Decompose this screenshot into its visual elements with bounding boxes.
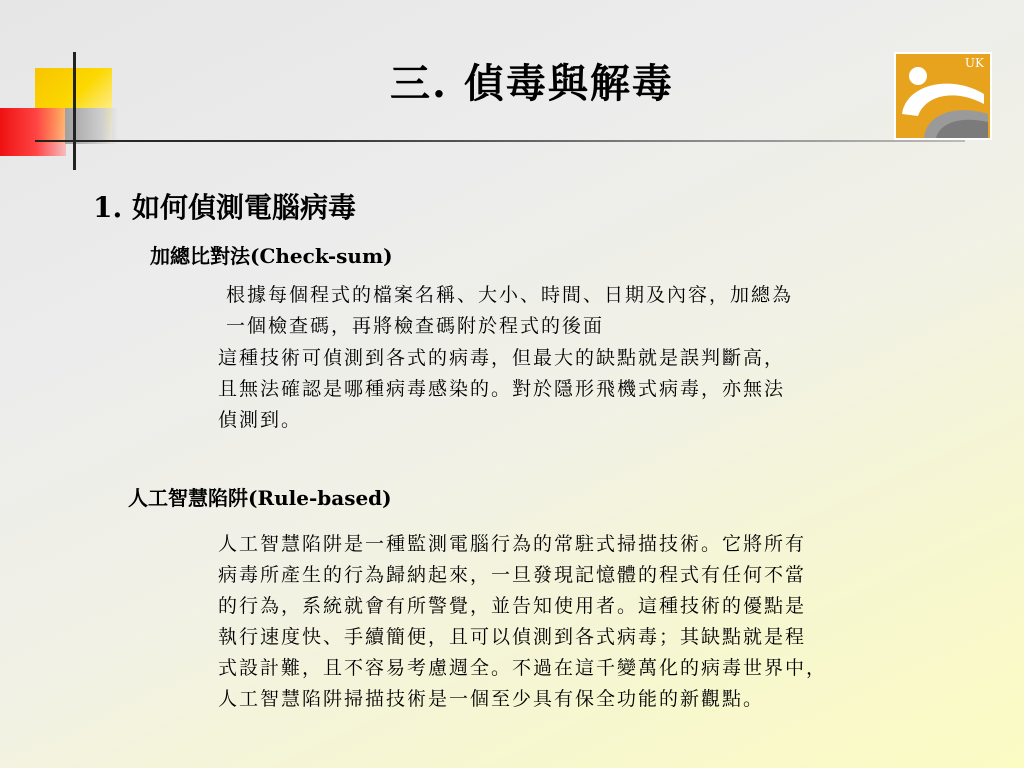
text-line: 執行速度快、手續簡便，且可以偵測到各式病毒；其缺點就是程	[218, 626, 807, 648]
text-line: 式設計難，且不容易考慮週全。不過在這千變萬化的病毒世界中，	[218, 657, 828, 679]
decor-vertical-line	[73, 52, 76, 170]
text-line: 一個檢查碼，再將檢查碼附於程式的後面	[226, 315, 605, 337]
section-heading: 1. 如何偵測電腦病毒	[93, 191, 356, 224]
method1-paragraph-1	[226, 280, 793, 342]
text-line: 且無法確認是哪種病毒感染的。對於隱形飛機式病毒，亦無法	[218, 378, 786, 400]
slide-title: 三. 偵毒與解毒	[390, 60, 674, 107]
method1-paragraph-2	[218, 343, 785, 436]
text-line: 的行為，系統就會有所警覺，並告知使用者。這種技術的優點是	[218, 595, 807, 617]
text-line: 偵測到。	[218, 409, 303, 431]
method2-paragraph	[218, 529, 827, 715]
text-line: 人工智慧陷阱是一種監測電腦行為的常駐式掃描技術。它將所有	[218, 533, 807, 555]
decor-red-block	[0, 108, 66, 156]
logo-text: UK	[964, 56, 984, 70]
method1-heading: 加總比對法(Check-sum)	[150, 244, 393, 268]
method2-heading: 人工智慧陷阱(Rule-based)	[128, 486, 392, 510]
text-line: 病毒所產生的行為歸納起來，一旦發現記憶體的程式有任何不當	[218, 564, 807, 586]
text-line: 根據每個程式的檔案名稱、大小、時間、日期及內容，加總為	[226, 284, 794, 306]
title-divider-line	[35, 140, 965, 142]
text-line: 人工智慧陷阱掃描技術是一個至少具有保全功能的新觀點。	[218, 688, 765, 710]
uk-logo	[894, 52, 992, 140]
text-line: 這種技術可偵測到各式的病毒，但最大的缺點就是誤判斷高，	[218, 347, 786, 369]
